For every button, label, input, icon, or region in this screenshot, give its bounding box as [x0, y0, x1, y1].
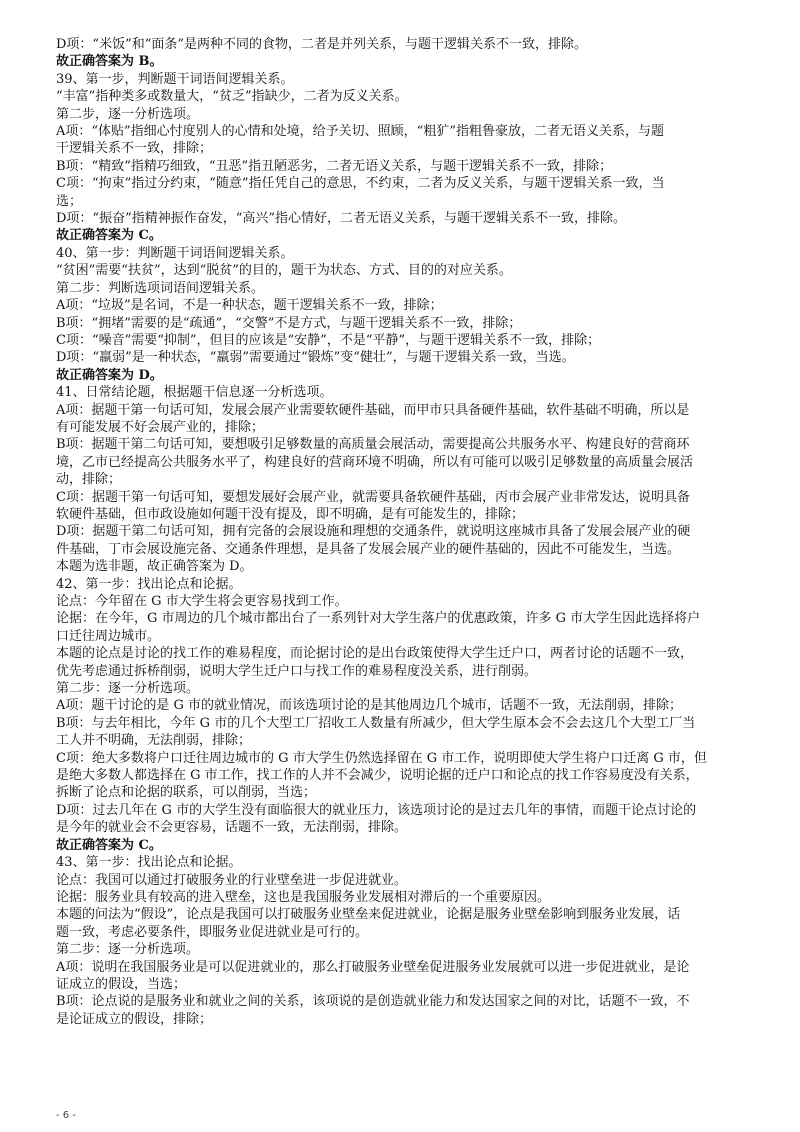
text-line: B项：论点说的是服务业和就业之间的关系，该项说的是创造就业能力和发达国家之间的对比，话题不一致，不: [56, 994, 690, 1010]
text-line: 第二步：逐一分析选项。: [56, 681, 200, 697]
page-number: - 6 -: [56, 1110, 76, 1121]
text-line: D项：“振奋”指精神振作奋发，“高兴”指心情好，二者无语义关系，与题干逻辑关系不一致，排除。: [56, 211, 627, 227]
text-line: A项：据题干第一句话可知，发展会展产业需要软硬件基础，而甲市只具备硬件基础，软件基础不明确，所以是: [56, 402, 690, 418]
text-line: 工人并不明确，无法削弱，排除；: [56, 733, 252, 749]
text-line: 第二步：判断选项词语间逻辑关系。: [56, 280, 265, 296]
text-line: D项：据题干第二句话可知，拥有完备的会展设施和理想的交通条件，就说明这座城市具备了发展会展产业的硬: [56, 524, 691, 540]
text-line: B项：“精致”指精巧细致，“丑恶”指丑陋恶劣，二者无语义关系，与题干逻辑关系不一致，排除；: [56, 158, 613, 174]
text-line: “丰富”指种类多或数量大，“贫乏”指缺少，二者为反义关系。: [56, 89, 408, 105]
text-line: 境，乙市已经提高公共服务水平了，构建良好的营商环境不明确，所以有可能可以吸引足够数量的高质量会展活: [56, 454, 694, 470]
text-line: 件基础，丁市会展设施完备、交通条件理想，是具备了发展会展产业的硬件基础的，因此不可能发生，当选。: [56, 541, 681, 557]
text-line: 优先考虑通过拆桥削弱，说明大学生迁户口与找工作的难易程度没关系，进行削弱。: [56, 663, 538, 679]
text-line: 软硬件基础，但市政设施如何题干没有提及，即不明确，是有可能发生的，排除；: [56, 506, 525, 522]
text-line: 是绝大多数人都选择在 G 市工作，找工作的人并不会减少，说明论据的迁户口和论点的找工作容易度没有关系，: [56, 768, 699, 784]
text-line: “贫困”需要“扶贫”，达到“脱贫”的目的，题干为状态、方式、目的的对应关系。: [56, 263, 512, 279]
text-line: 拆断了论点和论据的联系，可以削弱，当选；: [56, 785, 317, 801]
text-line: 第二步：逐一分析选项。: [56, 942, 200, 958]
text-line: 39、第一步，判断题干词语间逻辑关系。: [56, 71, 294, 87]
text-line: 本题的问法为“假设”，论点是我国可以打破服务业壁垒来促进就业，论据是服务业壁垒影响到服务业发展，话: [56, 907, 681, 923]
text-line: 43、第一步：找出论点和论据。: [56, 855, 242, 871]
text-line: 42、第一步：找出论点和论据。: [56, 576, 242, 592]
text-line: 论据：服务业具有较高的进入壁垒，这也是我国服务业发展相对滞后的一个重要原因。: [56, 889, 551, 905]
document-page: [56, 36, 750, 1028]
text-line: D项：“米饭”和“面条”是两种不同的食物，二者是并列关系，与题干逻辑关系不一致，排除。: [56, 37, 588, 52]
text-line: C项：“噪音”需要“抑制”，但目的应该是“安静”，不是“平静”，与题干逻辑关系不一致，排除；: [56, 332, 601, 348]
answer-line: 故正确答案为 C。: [56, 837, 162, 853]
text-line: C项：“拘束”指过分约束，“随意”指任凭自己的意思，不约束，二者为反义关系，与题干逻辑关系一致，当: [56, 176, 665, 192]
text-line: C项：据题干第一句话可知，要想发展好会展产业，就需要具备软硬件基础，丙市会展产业非常发达，说明具备: [56, 489, 690, 505]
text-line: A项：“垃圾”是名词，不是一种状态，题干逻辑关系不一致，排除；: [56, 298, 443, 314]
text-line: 第二步，逐一分析选项。: [56, 106, 200, 122]
text-line: 本题的论点是讨论的找工作的难易程度，而论据讨论的是出台政策使得大学生迁户口，两者讨论的话题不一致，: [56, 646, 694, 662]
text-line: 论据：在今年，G 市周边的几个城市都出台了一系列针对大学生落户的优惠政策，许多 G 市大学生因此选择将户: [56, 611, 701, 627]
answer-line: 故正确答案为 C。: [56, 228, 162, 244]
text-line: A项：说明在我国服务业是可以促进就业的，那么打破服务业壁垒促进服务业发展就可以进一步促进就业，是论: [56, 959, 690, 975]
text-line: 干逻辑关系不一致，排除；: [56, 141, 213, 157]
text-line: 41、日常结论题，根据题干信息逐一分析选项。: [56, 385, 333, 401]
text-line: 题一致，考虑必要条件，即服务业促进就业是可行的。: [56, 924, 369, 940]
answer-line: 故正确答案为 D。: [56, 367, 163, 383]
text-line: 有可能发展不好会展产业的，排除；: [56, 419, 265, 435]
text-line: C项：绝大多数将户口迁往周边城市的 G 市大学生仍然选择留在 G 市工作，说明即使大学生将户口迁离 G 市，但: [56, 750, 707, 766]
answer-line: 故正确答案为 B。: [56, 54, 163, 70]
text-line: D项：“羸弱”是一种状态，“羸弱”需要通过“锻炼”变“健壮”，与题干逻辑关系一致，当选。: [56, 350, 575, 366]
text-line: 证成立的假设，当选；: [56, 976, 187, 992]
text-line: 论点：我国可以通过打破服务业的行业壁垒进一步促进就业。: [56, 872, 408, 888]
text-line: 口迁往周边城市。: [56, 628, 161, 644]
text-line: B项：“拥堵”需要的是“疏通”，“交警”不是方式，与题干逻辑关系不一致，排除；: [56, 315, 522, 331]
text-line: B项：据题干第二句话可知，要想吸引足够数量的高质量会展活动，需要提高公共服务水平、构建良好的营商环: [56, 437, 690, 453]
text-line: 动，排除；: [56, 472, 122, 488]
text-line: B项：与去年相比，今年 G 市的几个大型工厂招收工人数量有所减少，但大学生原本会不会去这几个大型工厂当: [56, 715, 696, 731]
text-line: D项：过去几年在 G 市的大学生没有面临很大的就业压力，该选项讨论的是过去几年的事情，而题干论点讨论的: [56, 802, 697, 818]
text-line: 是论证成立的假设，排除；: [56, 1011, 213, 1027]
text-line: A项：“体贴”指细心忖度别人的心情和处境，给予关切、照顾，“粗犷”指粗鲁豪放，二者无语义关系，与题: [56, 124, 664, 140]
text-line: A项：题干讨论的是 G 市的就业情况，而该选项讨论的是其他周边几个城市，话题不一致，无法削弱，排除；: [56, 698, 683, 714]
text-line: 40、第一步：判断题干词语间逻辑关系。: [56, 245, 294, 261]
text-line: 选；: [56, 193, 83, 209]
text-line: 本题为选非题，故正确答案为 D。: [56, 559, 253, 575]
text-line: 论点：今年留在 G 市大学生将会更容易找到工作。: [56, 594, 348, 609]
text-line: 是今年的就业会不会更容易，话题不一致，无法削弱，排除。: [56, 820, 408, 836]
